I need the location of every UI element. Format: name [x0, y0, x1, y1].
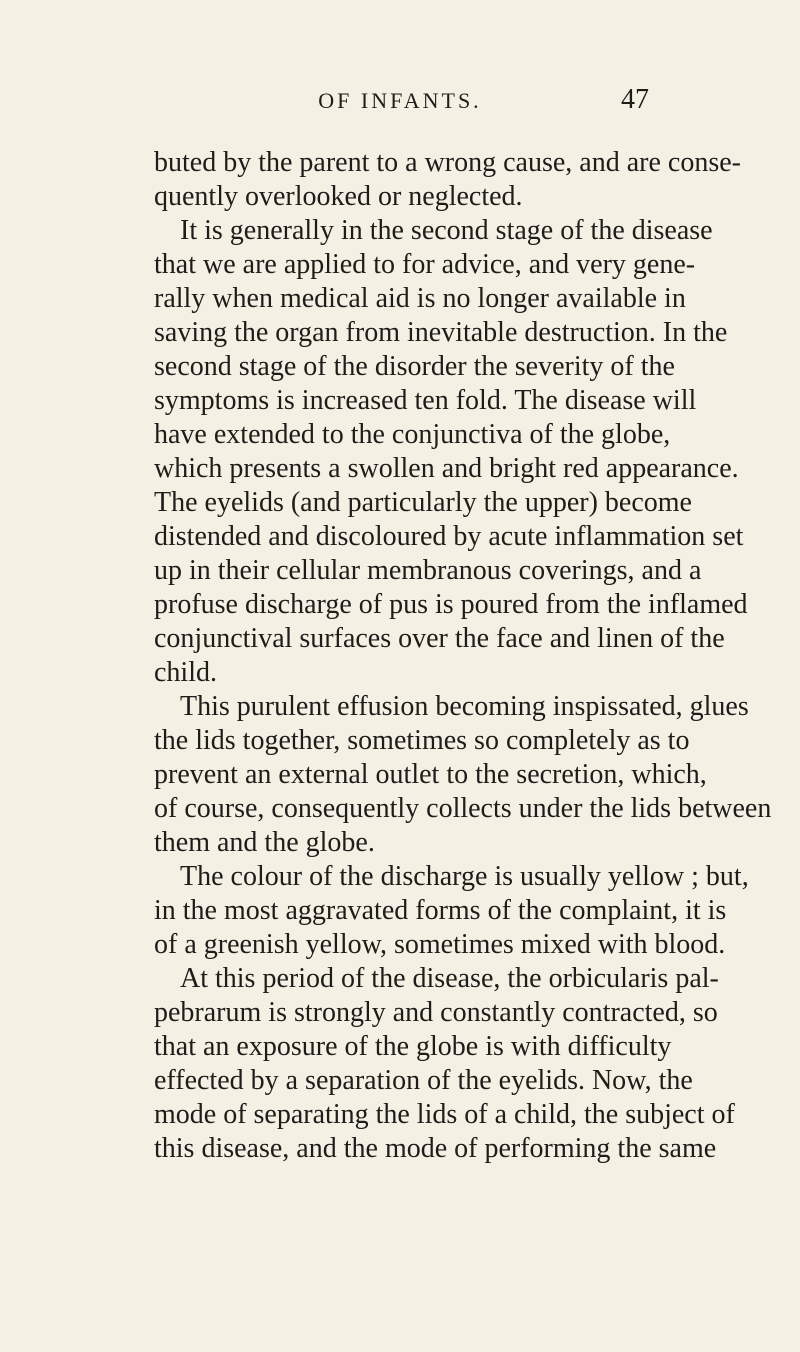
- text-line: that an exposure of the globe is with difficulty: [154, 1031, 672, 1062]
- text-line: It is generally in the second stage of the disease: [180, 215, 713, 246]
- page-header-title: OF INFANTS.: [318, 88, 482, 113]
- text-line: prevent an external outlet to the secretion, which,: [154, 759, 707, 790]
- text-line: This purulent effusion becoming inspissated, glues: [180, 691, 749, 722]
- text-line: the lids together, sometimes so completely as to: [154, 725, 690, 756]
- text-line: second stage of the disorder the severity of the: [154, 351, 675, 382]
- text-line: The eyelids (and particularly the upper) become: [154, 487, 692, 518]
- text-line: them and the globe.: [154, 827, 375, 858]
- text-line: of a greenish yellow, sometimes mixed with blood.: [154, 929, 726, 960]
- page-number: 47: [621, 84, 649, 115]
- text-line: profuse discharge of pus is poured from the inflamed: [154, 589, 748, 620]
- text-line: effected by a separation of the eyelids. Now, the: [154, 1065, 693, 1096]
- text-line: pebrarum is strongly and constantly contracted, so: [154, 997, 718, 1028]
- text-line: which presents a swollen and bright red appearance.: [154, 453, 739, 484]
- text-line: in the most aggravated forms of the complaint, it is: [154, 895, 727, 926]
- text-line: child.: [154, 657, 217, 688]
- text-line: distended and discoloured by acute inflammation set: [154, 521, 744, 552]
- text-line: buted by the parent to a wrong cause, and are conse-: [154, 147, 741, 178]
- text-line: of course, consequently collects under the lids between: [154, 793, 772, 824]
- text-line: symptoms is increased ten fold. The disease will: [154, 385, 697, 416]
- text-line: conjunctival surfaces over the face and linen of the: [154, 623, 725, 654]
- running-head: [0, 84, 800, 124]
- text-line: that we are applied to for advice, and very gene-: [154, 249, 696, 280]
- text-line: have extended to the conjunctiva of the globe,: [154, 419, 671, 450]
- text-line: mode of separating the lids of a child, the subject of: [154, 1099, 735, 1130]
- text-line: At this period of the disease, the orbicularis pal-: [180, 963, 719, 994]
- text-line: this disease, and the mode of performing the same: [154, 1133, 717, 1164]
- text-line: quently overlooked or neglected.: [154, 181, 523, 212]
- text-line: up in their cellular membranous coverings, and a: [154, 555, 702, 586]
- text-line: rally when medical aid is no longer available in: [154, 283, 686, 314]
- text-line: saving the organ from inevitable destruction. In the: [154, 317, 728, 348]
- body-text: [154, 146, 772, 1166]
- text-line: The colour of the discharge is usually yellow ; but,: [180, 861, 749, 892]
